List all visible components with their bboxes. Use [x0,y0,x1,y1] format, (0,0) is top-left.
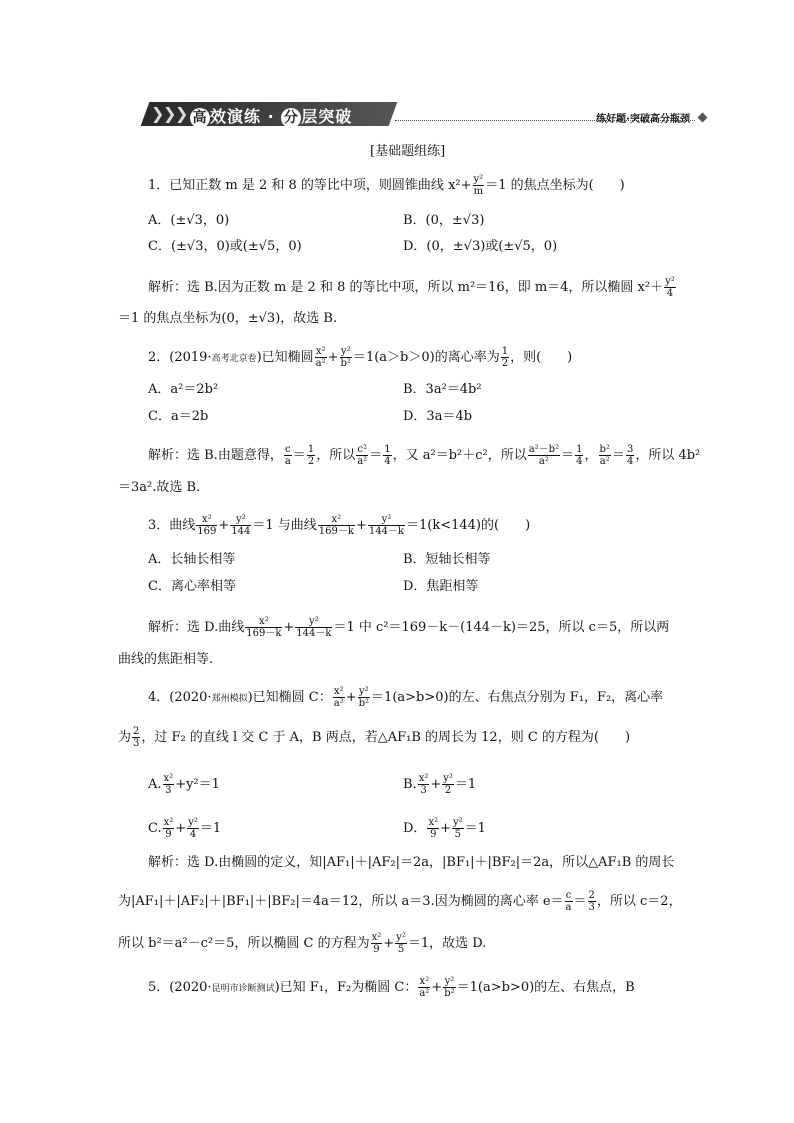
q3-solution-line1 [148,616,669,639]
q2-s1-den: a [284,456,291,467]
q3-option-d: D．焦距相等 [403,579,479,594]
q5-stem-b: )已知 F₁，F₂为椭圆 C： [274,980,418,995]
q2-s8-num: 3 [626,444,634,455]
q4-stem-b: )已知椭圆 C： [247,690,332,705]
q2-eq4: ＝ [611,448,625,463]
q3-frac-1 [196,514,217,537]
q3-s2 [295,616,332,639]
q1-option-c: C．(±√3，0)或(±√5，0) [148,239,302,254]
q4-sol-3a: 所以 b²＝a²－c²＝5，所以椭圆 C 的方程为 [118,936,370,951]
q2-stem-c: ＝1(a＞b＞0)的离心率为 [352,350,500,365]
q2-s5-den: a² [538,456,549,467]
q3-s2-num: y² [295,616,332,628]
chevron-right-icon: ❯ [151,104,165,123]
q2-s3-den: a² [357,456,368,467]
q3-option-c: C．离心率相等 [148,579,236,594]
q4-opt-a-post: +y²＝1 [175,777,220,792]
q2-s7 [599,444,611,467]
q4-ob1-den: 3 [420,785,427,796]
q2-frac-3 [501,346,509,369]
q4-oc1 [163,817,175,840]
q2-s8 [626,444,634,467]
q1-sol-frac [664,276,676,299]
q4-opt-d-post: ＝1 [464,821,486,836]
q4-option-a [148,773,220,796]
q3-plus2: + [355,518,367,533]
q2-s2-den: 2 [307,456,315,467]
q4-f3-den: 3 [133,738,140,749]
q2-s1 [284,444,292,467]
q1-stem [148,174,625,197]
q5-f1-den: a² [419,988,430,999]
q4-solution-line3 [118,932,486,955]
q2-stem-d: ，则( ) [510,350,573,365]
q3-frac-4 [368,514,405,537]
q3-f2-num: y² [230,514,251,526]
q1-stem-a: 1．已知正数 m 是 2 和 8 的等比中项，则圆锥曲线 x²+ [148,178,472,193]
q4-oc1-den: 9 [165,829,172,840]
q4-s4 [395,932,407,955]
q2-s4-num: 1 [384,444,391,455]
q3-frac-3 [318,514,355,537]
q2-f3-num: 1 [501,346,509,357]
q3-f3-num: x² [318,514,355,526]
q2-s4 [383,444,391,467]
q4-option-b [403,773,476,796]
q1-sol-frac-den: 4 [666,288,674,299]
q4-option-c [148,817,221,840]
q4-s1-num: c [565,890,572,901]
q3-s1 [245,616,282,639]
banner-text-2: 效演练 [210,107,262,126]
q2-option-b: B．3a²＝4b² [403,382,482,397]
q5-stem-a: 5．(2020· [148,980,212,995]
q2-s2 [307,444,315,467]
q2-sol-c: ，又 a²＝b²＋c²，所以 [392,448,527,463]
q2-s7-num: b² [599,444,610,455]
q3-f1-den: 169 [197,526,217,537]
q5-f2-num: y² [444,976,455,987]
q4-s2 [588,890,596,913]
q3-f1-num: x² [196,514,217,526]
q4-oa1 [163,773,175,796]
q2-f1-den: a² [315,358,326,369]
q4-s4-num: y² [396,932,406,943]
q2-f3-den: 2 [501,358,509,369]
diamond-icon [698,113,708,123]
q4-s3-den: 9 [373,944,380,955]
q4-od2 [452,817,464,840]
q1-solution-line2: ＝1 的焦点坐标为(0，±√3)，故选 B. [118,311,338,326]
q4-opt-b-pre: B. [403,777,417,792]
q4-opt-b-post: ＝1 [454,777,477,792]
q2-s5-num: a²－b² [528,444,560,455]
q4-od1-num: x² [428,817,439,828]
q4-sol-2b: ，所以 c＝2， [596,894,682,909]
q5-plus: + [431,980,443,995]
q4-f2-den: b² [358,698,370,709]
q4-frac-2 [358,686,370,709]
q3-plus3: + [283,620,295,635]
q3-sol-b: ＝1 中 c²＝169－k－(144－k)＝25，所以 c＝5，所以两 [333,620,670,635]
q2-sol-a: 解析：选 B.由题意得， [148,448,283,463]
q5-f2-den: b² [444,988,455,999]
q4-oa1-num: x² [163,773,174,784]
q2-f1-num: x² [315,346,326,357]
q2-option-c: C．a＝2b [148,409,209,424]
q4-ob2-num: y² [443,773,453,784]
q4-opt-a-pre: A. [148,777,162,792]
q3-option-a: A．长轴长相等 [148,552,236,567]
q4-f3-num: 2 [133,726,140,737]
q4-od2-num: y² [453,817,463,828]
q2-s1-num: c [285,444,291,455]
q4-option-d [403,817,486,840]
q2-option-d: D．3a＝4b [403,409,473,424]
q4-sol-2a: 为|AF₁|＋|AF₂|＋|BF₁|＋|BF₂|＝4a＝12，所以 a＝3.因为椭圆的离心率 e＝ [118,894,564,909]
q3-stem-b: ＝1 与曲线 [252,518,317,533]
q3-stem [148,514,530,537]
q4-od2-den: 5 [454,829,462,840]
q2-s6 [575,444,583,467]
chevron-right-icon: ❯ [175,104,189,123]
banner-char-1: 高 [190,108,210,128]
q4-eq1: ＝ [573,894,587,909]
q2-s3 [356,444,368,467]
q4-s4-den: 5 [397,944,405,955]
q5-f1-num: x² [419,976,430,987]
q3-f4-num: y² [368,514,405,526]
q2-s8-den: 4 [626,456,634,467]
q4-od1-den: 9 [430,829,437,840]
q2-source: 高考北京卷 [211,354,257,364]
q2-s6-den: 4 [576,456,583,467]
q3-f4-den: 144－k [368,526,404,537]
q4-f1-num: x² [333,686,344,697]
banner-title [190,104,352,128]
q1-sol-frac-num: y² [665,276,675,287]
q2-eq3: ＝ [561,448,575,463]
q2-sol-e: ，所以 4b² [635,448,701,463]
q4-ob2-den: 2 [444,785,452,796]
q4-s2-num: 2 [588,890,595,901]
q2-frac-2 [340,346,352,369]
q2-solution-line2: ＝3a².故选 B. [118,480,201,495]
q4-oa1-den: 3 [165,785,172,796]
q5-stem-c: ＝1(a>b>0)的左、右焦点，B [456,980,635,995]
q2-s4-den: 4 [384,456,391,467]
banner-sep: · [267,107,275,126]
banner-text-4: 层突破 [301,107,353,126]
q4-stem-a: 4．(2020· [148,690,212,705]
page-header [145,100,710,130]
q4-sol-3b: ＝1，故选 D. [407,936,487,951]
q4-frac-3 [132,726,140,749]
q3-plus1: + [218,518,230,533]
q3-stem-a: 3．曲线 [148,518,196,533]
q3-stem-c: ＝1(k<144)的( ) [406,518,531,533]
banner-char-3: 分 [281,108,301,128]
q4-solution-line1: 解析：选 D.由椭圆的定义，知|AF₁|＋|AF₂|＝2a，|BF₁|＋|BF₂|＝2a，所以△AF₁B 的周长 [148,855,675,870]
q3-s1-den: 169－k [246,628,282,639]
q4-stem-e: ，过 F₂ 的直线 l 交 C 于 A，B 两点，若△AF₁B 的周长为 12，则 C 的方程为( ) [141,730,631,745]
q5-frac-1 [418,976,430,999]
q2-eq2: ＝ [369,448,383,463]
q1-frac [473,174,485,197]
q3-solution-line2: 曲线的焦距相等. [118,652,214,667]
header-slogan: 练好题·突破高分瓶颈 [596,114,690,125]
q4-solution-line2 [118,890,682,913]
q1-solution-line1 [148,276,677,299]
q2-s7-den: a² [599,456,610,467]
q2-s5 [528,444,560,467]
q4-s1 [565,890,573,913]
q2-s2-num: 1 [307,444,315,455]
q4-stem-line2 [118,726,630,749]
q4-oc-plus: + [175,821,187,836]
q3-s1-num: x² [245,616,282,628]
q4-plus3: + [383,936,395,951]
q4-s3 [371,932,383,955]
q2-option-a: A．a²＝2b² [148,382,219,397]
q4-od1 [427,817,439,840]
q4-stem-c: ＝1(a>b>0)的左、右焦点分别为 F₁，F₂，离心率 [371,690,664,705]
q2-frac-1 [315,346,327,369]
q4-stem-d: 为 [118,730,132,745]
q5-stem [148,976,635,999]
q4-od-plus: + [440,821,451,836]
q2-stem [148,346,572,369]
q2-plus: + [327,350,339,365]
q3-option-b: B．短轴长相等 [403,552,491,567]
q1-option-d: D．(0，±√3)或(±√5，0) [403,239,558,254]
q2-stem-b: )已知椭圆 [256,350,314,365]
q1-frac-num: y² [473,174,484,185]
q2-stem-a: 2．(2019· [148,350,212,365]
q3-frac-2 [230,514,251,537]
q2-s3-num: c² [357,444,367,455]
q1-option-b: B．(0，±√3) [403,213,485,228]
q4-oc2-den: 4 [189,829,197,840]
q1-option-a: A．(±√3，0) [148,213,230,228]
q2-s6-num: 1 [576,444,583,455]
q4-f1-den: a² [333,698,344,709]
q5-frac-2 [443,976,455,999]
q4-opt-c-post: ＝1 [199,821,222,836]
chevron-right-icon: ❯ [163,104,177,123]
q4-oc2-num: y² [188,817,198,828]
q4-frac-1 [333,686,345,709]
q4-oc2 [187,817,199,840]
q4-s2-den: 3 [588,902,595,913]
q4-f2-num: y² [359,686,369,697]
q4-source: 郑州模拟 [211,694,248,704]
q4-opt-d-pre: D． [403,821,427,836]
q4-s3-num: x² [371,932,382,943]
q4-opt-c-pre: C. [148,821,162,836]
q2-sol-b: ，所以 [316,448,356,463]
q4-stem-line1 [148,686,663,709]
q3-f3-den: 169－k [318,526,354,537]
q4-plus: + [345,690,357,705]
q1-sol-a: 解析：选 B.因为正数 m 是 2 和 8 的等比中项，所以 m²＝16，即 m＝4，所以椭圆 x²＋ [148,280,664,295]
q2-solution-line1 [148,444,700,467]
q4-ob2 [442,773,454,796]
q3-f2-den: 144 [231,526,251,537]
q2-sol-d: ， [584,448,598,463]
q2-f2-den: b² [340,358,351,369]
q2-eq1: ＝ [292,448,306,463]
q4-ob1 [418,773,430,796]
q3-s2-den: 144－k [296,628,332,639]
q4-ob1-num: x² [418,773,429,784]
q1-frac-den: m [473,186,484,197]
q3-sol-a: 解析：选 D.曲线 [148,620,245,635]
q4-s1-den: a [565,902,572,913]
q1-stem-b: ＝1 的焦点坐标为( ) [485,178,625,193]
q5-source: 昆明市诊断测试 [211,984,275,994]
q4-ob-plus: + [430,777,442,792]
q4-oc1-num: x² [163,817,174,828]
section-title: [基础题组练] [370,144,446,159]
q2-f2-num: y² [340,346,351,357]
